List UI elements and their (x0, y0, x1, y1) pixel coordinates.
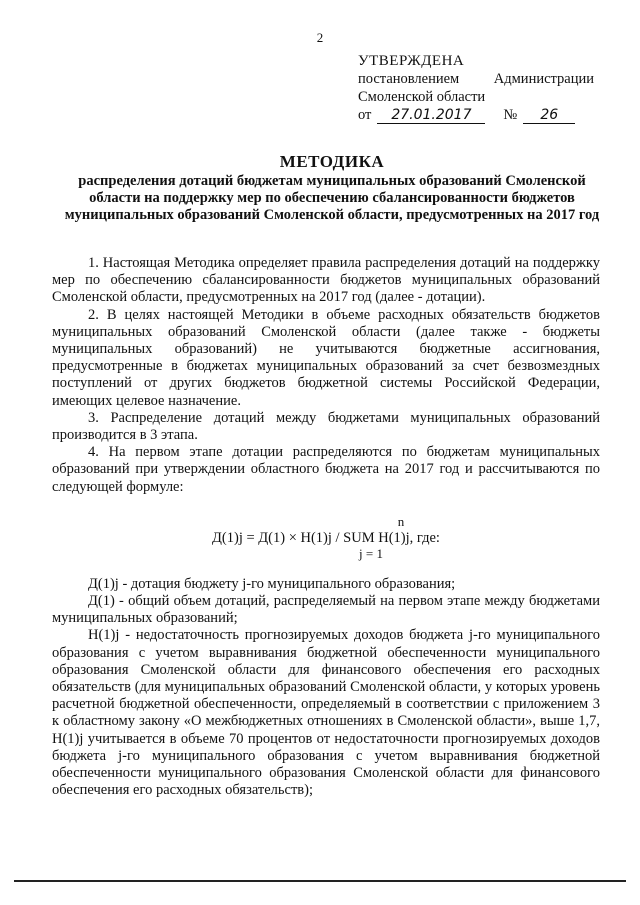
approval-region: Смоленской области (358, 89, 486, 105)
formula (52, 514, 600, 562)
handwritten-date: 27.01.2017 (377, 107, 485, 124)
formula-upper-limit: n (397, 513, 405, 529)
definition-2: Д(1) - общий объем дотаций, распределяемый на первом этапе между бюджетами муниципальных образований; (52, 593, 600, 627)
footer-divider (14, 880, 626, 882)
document-heading (52, 152, 612, 224)
document-title: МЕТОДИКА (279, 152, 385, 171)
approval-block (358, 52, 594, 124)
handwritten-number: 26 (523, 107, 575, 124)
paragraph-4: 4. На первом этапе дотации распределяются по бюджетам муниципальных образований при утверждении областного бюджета на 2017 год и рассчитываются по следующей формуле: (52, 444, 600, 495)
page-number: 2 (316, 30, 324, 45)
definition-3: Н(1)j - недостаточность прогнозируемых доходов бюджета j-го муниципального образования с учетом выравнивания бюджетной обеспеченности муниципального образования Смоленской области для финансового обеспечения его расходных обязательств (для муниципальных образований Смоленской области, у которых уровень расчетной бюджетной обеспеченности, определяемый в соответствии с приложением 3 к областному закону «О межбюджетных отношениях в Смоленской области», выше 1,7, Н(1)j учитывается в объеме 70 процентов от недостаточности прогнозируемых доходов бюджета j-го муниципального образования с учетом выравнивания бюджетной обеспеченности муниципального образования Смоленской области для финансового обеспечения его расходных обязательств); (52, 627, 600, 799)
approval-decree-word: постановлением (358, 71, 460, 87)
document-subtitle: распределения дотаций бюджетам муниципальных образований Смоленской области на поддержку мер по обеспечению сбалансированности бюджетов муниципальных образований Смоленской области, предусмотренных на 2017 год (64, 173, 600, 223)
paragraph-1: 1. Настоящая Методика определяет правила распределения дотаций на поддержку мер по обеспечению сбалансированности бюджетов муниципальных образований Смоленской области, предусмотренных на 2017 год (далее - дотации). (52, 255, 600, 306)
approval-title: УТВЕРЖДЕНА (358, 53, 465, 69)
definitions (52, 576, 600, 800)
approval-date-line (358, 106, 594, 124)
definition-1: Д(1)j - дотация бюджету j-го муниципального образования; (88, 575, 456, 592)
approval-administration-word: Администрации (493, 71, 594, 87)
paragraph-3: 3. Распределение дотаций между бюджетами муниципальных образований производится в 3 этапа. (52, 409, 600, 444)
paragraph-2: 2. В целях настоящей Методики в объеме расходных обязательств бюджетов муниципальных образований Смоленской области (далее также - бюджеты муниципальных образований) не учитываются бюджетные ассигнования, предусмотренные в бюджетах муниципальных образований за счет безвозмездных поступлений от других бюджетов бюджетной системы Российской Федерации, имеющих целевое назначение. (52, 306, 600, 409)
approval-line-1 (358, 70, 594, 88)
formula-lower-limit: j = 1 (359, 545, 383, 561)
from-label: от (358, 107, 372, 123)
number-label: № (503, 107, 518, 123)
document-body (52, 255, 600, 799)
formula-expression: Д(1)j = Д(1) × Н(1)j / SUM Н(1)j, где: (212, 529, 440, 546)
